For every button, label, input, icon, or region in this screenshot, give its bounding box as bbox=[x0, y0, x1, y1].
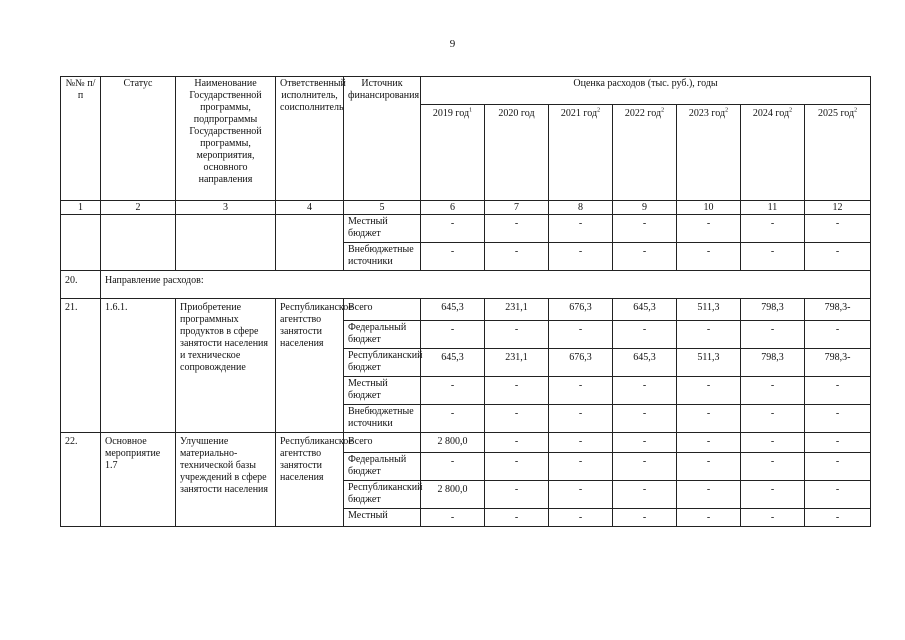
value-cell: - bbox=[677, 509, 741, 527]
source-cell: Федеральный бюджет bbox=[344, 453, 421, 481]
header-year: 2025 год$^2$ bbox=[805, 105, 871, 201]
source-cell: Республиканский бюджет bbox=[344, 481, 421, 509]
value-cell: 2 800,0 bbox=[421, 433, 485, 453]
value-cell: 645,3 bbox=[613, 299, 677, 321]
name-cell: Улучшение материально-технической базы учреждений в сфере занятости населения bbox=[176, 433, 276, 527]
value-cell: - bbox=[613, 481, 677, 509]
value-cell: - bbox=[613, 215, 677, 243]
header-year: 2020 год bbox=[485, 105, 549, 201]
value-cell: - bbox=[741, 405, 805, 433]
value-cell: - bbox=[485, 481, 549, 509]
col-number: 4 bbox=[276, 201, 344, 215]
value-cell: - bbox=[421, 509, 485, 527]
source-cell: Внебюджетные источники bbox=[344, 243, 421, 271]
table-row bbox=[61, 299, 871, 321]
value-cell: - bbox=[677, 215, 741, 243]
source-cell: Всего bbox=[344, 299, 421, 321]
executor-cell: Республиканское агентство занятости населения bbox=[276, 433, 344, 527]
value-cell: - bbox=[485, 433, 549, 453]
value-cell: - bbox=[805, 453, 871, 481]
value-cell: 676,3 bbox=[549, 349, 613, 377]
value-cell: - bbox=[677, 405, 741, 433]
section-title: Направление расходов: bbox=[101, 271, 871, 299]
page-number: 9 bbox=[449, 38, 456, 50]
executor-cell: Республиканское агентство занятости населения bbox=[276, 299, 344, 433]
value-cell: - bbox=[549, 481, 613, 509]
value-cell: - bbox=[805, 321, 871, 349]
value-cell: - bbox=[741, 321, 805, 349]
value-cell: - bbox=[613, 321, 677, 349]
column-numbers-row bbox=[61, 201, 871, 215]
col-number: 10 bbox=[677, 201, 741, 215]
col-number: 9 bbox=[613, 201, 677, 215]
col-number: 6 bbox=[421, 201, 485, 215]
section-row bbox=[61, 271, 871, 299]
value-cell: - bbox=[677, 481, 741, 509]
value-cell: - bbox=[613, 377, 677, 405]
value-cell: - bbox=[741, 243, 805, 271]
value-cell: 511,3 bbox=[677, 299, 741, 321]
value-cell: - bbox=[677, 377, 741, 405]
status-cell: 1.6.1. bbox=[101, 299, 176, 433]
value-cell: 645,3 bbox=[421, 349, 485, 377]
value-cell: - bbox=[421, 243, 485, 271]
header-status: Статус bbox=[101, 77, 176, 201]
value-cell: 231,1 bbox=[485, 349, 549, 377]
value-cell: - bbox=[485, 321, 549, 349]
header-row bbox=[61, 77, 871, 105]
value-cell: - bbox=[677, 243, 741, 271]
header-year: 2023 год$^2$ bbox=[677, 105, 741, 201]
value-cell: - bbox=[485, 453, 549, 481]
col-number: 12 bbox=[805, 201, 871, 215]
table-row bbox=[61, 215, 871, 243]
cell-empty bbox=[276, 215, 344, 271]
value-cell: - bbox=[485, 243, 549, 271]
value-cell: - bbox=[613, 433, 677, 453]
value-cell: - bbox=[549, 405, 613, 433]
col-number: 3 bbox=[176, 201, 276, 215]
header-year: 2021 год$^2$ bbox=[549, 105, 613, 201]
value-cell: - bbox=[805, 215, 871, 243]
value-cell: - bbox=[741, 215, 805, 243]
col-number: 7 bbox=[485, 201, 549, 215]
value-cell: - bbox=[741, 481, 805, 509]
expenses-table bbox=[60, 76, 871, 527]
value-cell: 2 800,0 bbox=[421, 481, 485, 509]
value-cell: - bbox=[741, 377, 805, 405]
source-cell: Местный бюджет bbox=[344, 215, 421, 243]
col-number: 5 bbox=[344, 201, 421, 215]
status-cell: Основное мероприятие 1.7 bbox=[101, 433, 176, 527]
value-cell: - bbox=[805, 405, 871, 433]
value-cell: - bbox=[421, 453, 485, 481]
value-cell: - bbox=[741, 509, 805, 527]
source-cell: Местный бюджет bbox=[344, 377, 421, 405]
header-executor: Ответственный исполнитель, соисполнитель bbox=[276, 77, 344, 201]
value-cell: - bbox=[613, 243, 677, 271]
value-cell: - bbox=[677, 433, 741, 453]
header-year: 2022 год$^2$ bbox=[613, 105, 677, 201]
header-year: 2024 год$^2$ bbox=[741, 105, 805, 201]
cell-empty bbox=[61, 215, 101, 271]
value-cell: - bbox=[421, 405, 485, 433]
value-cell: - bbox=[421, 377, 485, 405]
value-cell: - bbox=[805, 509, 871, 527]
source-cell: Республиканский бюджет bbox=[344, 349, 421, 377]
header-num: №№ п/п bbox=[61, 77, 101, 201]
value-cell: - bbox=[805, 481, 871, 509]
source-cell: Внебюджетные источники bbox=[344, 405, 421, 433]
header-estimate: Оценка расходов (тыс. руб.), годы bbox=[421, 77, 871, 105]
header-source: Источник финансирования bbox=[344, 77, 421, 201]
value-cell: - bbox=[805, 433, 871, 453]
col-number: 2 bbox=[101, 201, 176, 215]
value-cell: - bbox=[549, 433, 613, 453]
value-cell: 645,3 bbox=[613, 349, 677, 377]
table-row bbox=[61, 433, 871, 453]
row-number: 20. bbox=[61, 271, 101, 299]
col-number: 1 bbox=[61, 201, 101, 215]
value-cell: - bbox=[549, 243, 613, 271]
value-cell: 676,3 bbox=[549, 299, 613, 321]
value-cell: - bbox=[421, 215, 485, 243]
value-cell: - bbox=[549, 509, 613, 527]
header-year: 2019 год$^1$ bbox=[421, 105, 485, 201]
cell-empty bbox=[101, 215, 176, 271]
value-cell: 645,3 bbox=[421, 299, 485, 321]
value-cell: - bbox=[485, 215, 549, 243]
value-cell: - bbox=[549, 453, 613, 481]
col-number: 8 bbox=[549, 201, 613, 215]
value-cell: - bbox=[421, 321, 485, 349]
value-cell: - bbox=[741, 433, 805, 453]
source-cell: Всего bbox=[344, 433, 421, 453]
value-cell: - bbox=[613, 453, 677, 481]
value-cell: - bbox=[677, 453, 741, 481]
value-cell: 231,1 bbox=[485, 299, 549, 321]
value-cell: - bbox=[549, 321, 613, 349]
value-cell: - bbox=[485, 405, 549, 433]
row-number: 22. bbox=[61, 433, 101, 527]
value-cell: - bbox=[613, 405, 677, 433]
cell-empty bbox=[176, 215, 276, 271]
header-name: Наименование Государственной программы, подпрограммы Государственной программы, мероприятия, основного направления bbox=[176, 77, 276, 201]
value-cell: - bbox=[805, 243, 871, 271]
value-cell: 798,3- bbox=[805, 299, 871, 321]
value-cell: 798,3 bbox=[741, 299, 805, 321]
value-cell: - bbox=[677, 321, 741, 349]
value-cell: 798,3- bbox=[805, 349, 871, 377]
col-number: 11 bbox=[741, 201, 805, 215]
source-cell: Федеральный бюджет bbox=[344, 321, 421, 349]
value-cell: 798,3 bbox=[741, 349, 805, 377]
value-cell: - bbox=[613, 509, 677, 527]
source-cell: Местный bbox=[344, 509, 421, 527]
value-cell: 511,3 bbox=[677, 349, 741, 377]
value-cell: - bbox=[485, 509, 549, 527]
value-cell: - bbox=[805, 377, 871, 405]
name-cell: Приобретение программных продуктов в сфере занятости населения и техническое сопровождение bbox=[176, 299, 276, 433]
value-cell: - bbox=[549, 377, 613, 405]
value-cell: - bbox=[549, 215, 613, 243]
value-cell: - bbox=[741, 453, 805, 481]
row-number: 21. bbox=[61, 299, 101, 433]
value-cell: - bbox=[485, 377, 549, 405]
